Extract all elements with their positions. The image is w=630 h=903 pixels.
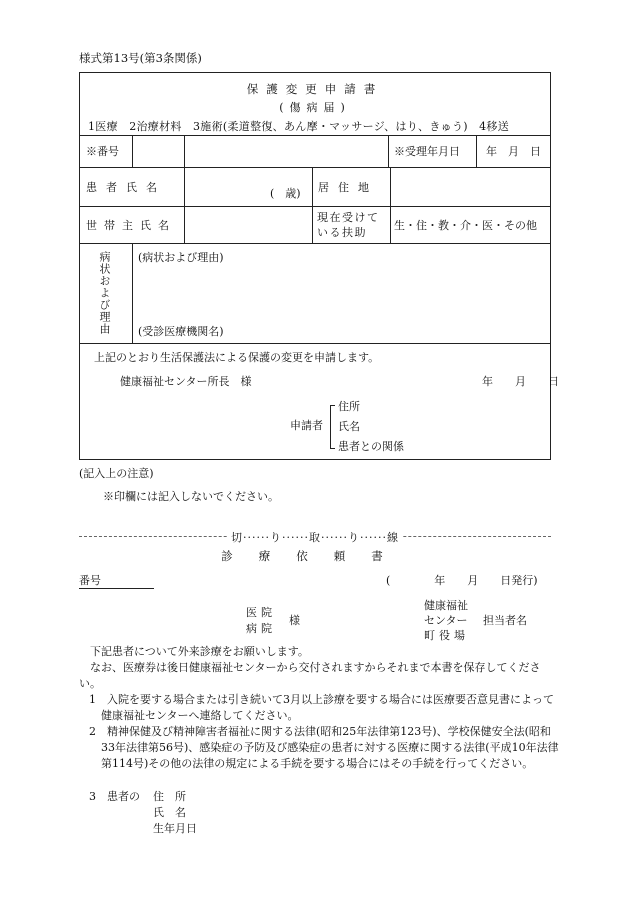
request-issue-date: ( 年 月 日発行) <box>386 574 538 587</box>
cut-line-text: 切······り······取······り······線 <box>227 531 403 544</box>
condition-label: 病状および理由 <box>98 251 111 335</box>
office-type-2: センター <box>424 614 468 627</box>
addressee: 健康福祉センター所長 様 <box>120 375 252 388</box>
divider <box>388 135 389 167</box>
cut-line-label <box>0 529 630 545</box>
age-label: ( 歳) <box>270 187 301 200</box>
notes-heading: (記入上の注意) <box>79 467 154 480</box>
application-statement: 上記のとおり生活保護法による保護の変更を申請します。 <box>94 351 380 364</box>
office-type-1: 健康福祉 <box>424 599 468 612</box>
office-type-3: 町役場 <box>424 629 469 642</box>
request-intro-2: なお、医療券は後日健康福祉センターから交付されますからそれまで本書を保存してください。 <box>79 661 541 690</box>
household-head-label: 世帯主氏名 <box>86 218 176 232</box>
number-label: ※番号 <box>86 145 119 158</box>
patient-birthdate: 生年月日 <box>153 822 197 835</box>
form-id: 様式第13号(第3条関係) <box>79 51 202 65</box>
household-head-field[interactable] <box>185 207 311 242</box>
hospital-type-1: 医院 <box>246 606 276 619</box>
divider <box>132 243 133 343</box>
residence-field[interactable] <box>391 168 549 205</box>
application-date: 年 月 日 <box>482 375 559 388</box>
applicant-name: 氏名 <box>338 420 360 433</box>
request-intro-1: 下記患者について外来診療をお願いします。 <box>90 645 309 658</box>
residence-label: 居住地 <box>318 180 378 194</box>
notes-item: ※印欄には記入しないでください。 <box>103 490 279 503</box>
divider <box>80 343 550 344</box>
current-aid-options: 生・住・教・介・医・その他 <box>394 218 537 232</box>
applicant-address: 住所 <box>338 400 360 413</box>
form-title: 保護変更申請書 <box>246 82 384 96</box>
hospital-type-2: 病院 <box>246 622 276 635</box>
patient-address: 住 所 <box>153 790 186 803</box>
form-subtitle: (傷病届) <box>279 101 351 114</box>
request-item-1: 1 入院を要する場合または引き続いて3月以上診療を要する場合には医療要否意見書によって健康福祉センターへ連絡してください。 <box>89 693 554 722</box>
request-number-label: 番号 <box>79 572 154 589</box>
received-date-label: ※受理年月日 <box>394 145 460 158</box>
application-form <box>79 72 559 460</box>
received-date-value: 年 月 日 <box>486 145 541 158</box>
patient-name: 氏 名 <box>153 806 186 819</box>
condition-inner-label: (病状および理由) <box>138 251 224 264</box>
current-aid-label: 現在受けている扶助 <box>317 211 380 239</box>
patient-label: 3 患者の <box>89 790 140 803</box>
divider <box>80 243 550 244</box>
category-options: 1医療 2治療材料 3施術(柔道整復、あん摩・マッサージ、はり、きゅう) 4移送 <box>88 120 510 133</box>
applicant-label: 申請者 <box>290 419 323 432</box>
patient-name-label: 患者氏名 <box>86 180 166 194</box>
applicant-relation: 患者との関係 <box>338 440 404 453</box>
applicant-bracket <box>330 405 335 449</box>
hospital-sama: 様 <box>289 614 300 627</box>
hospital-label: (受診医療機関名) <box>138 325 224 338</box>
request-title: 診療依頼書 <box>221 549 409 563</box>
number-field[interactable] <box>133 136 184 166</box>
divider <box>312 167 313 243</box>
staff-label: 担当者名 <box>483 614 527 627</box>
request-item-2: 2 精神保健及び精神障害者福祉に関する法律(昭和25年法律第123号)、学校保健安全法(昭和33年法律第56号)、感染症の予防及び感染症の患者に対する医療に関する法律(平成10年法律第114号)その他の法律の規定による手続を要する場合にはその手続を行ってください。 <box>89 725 559 770</box>
divider <box>476 135 477 167</box>
